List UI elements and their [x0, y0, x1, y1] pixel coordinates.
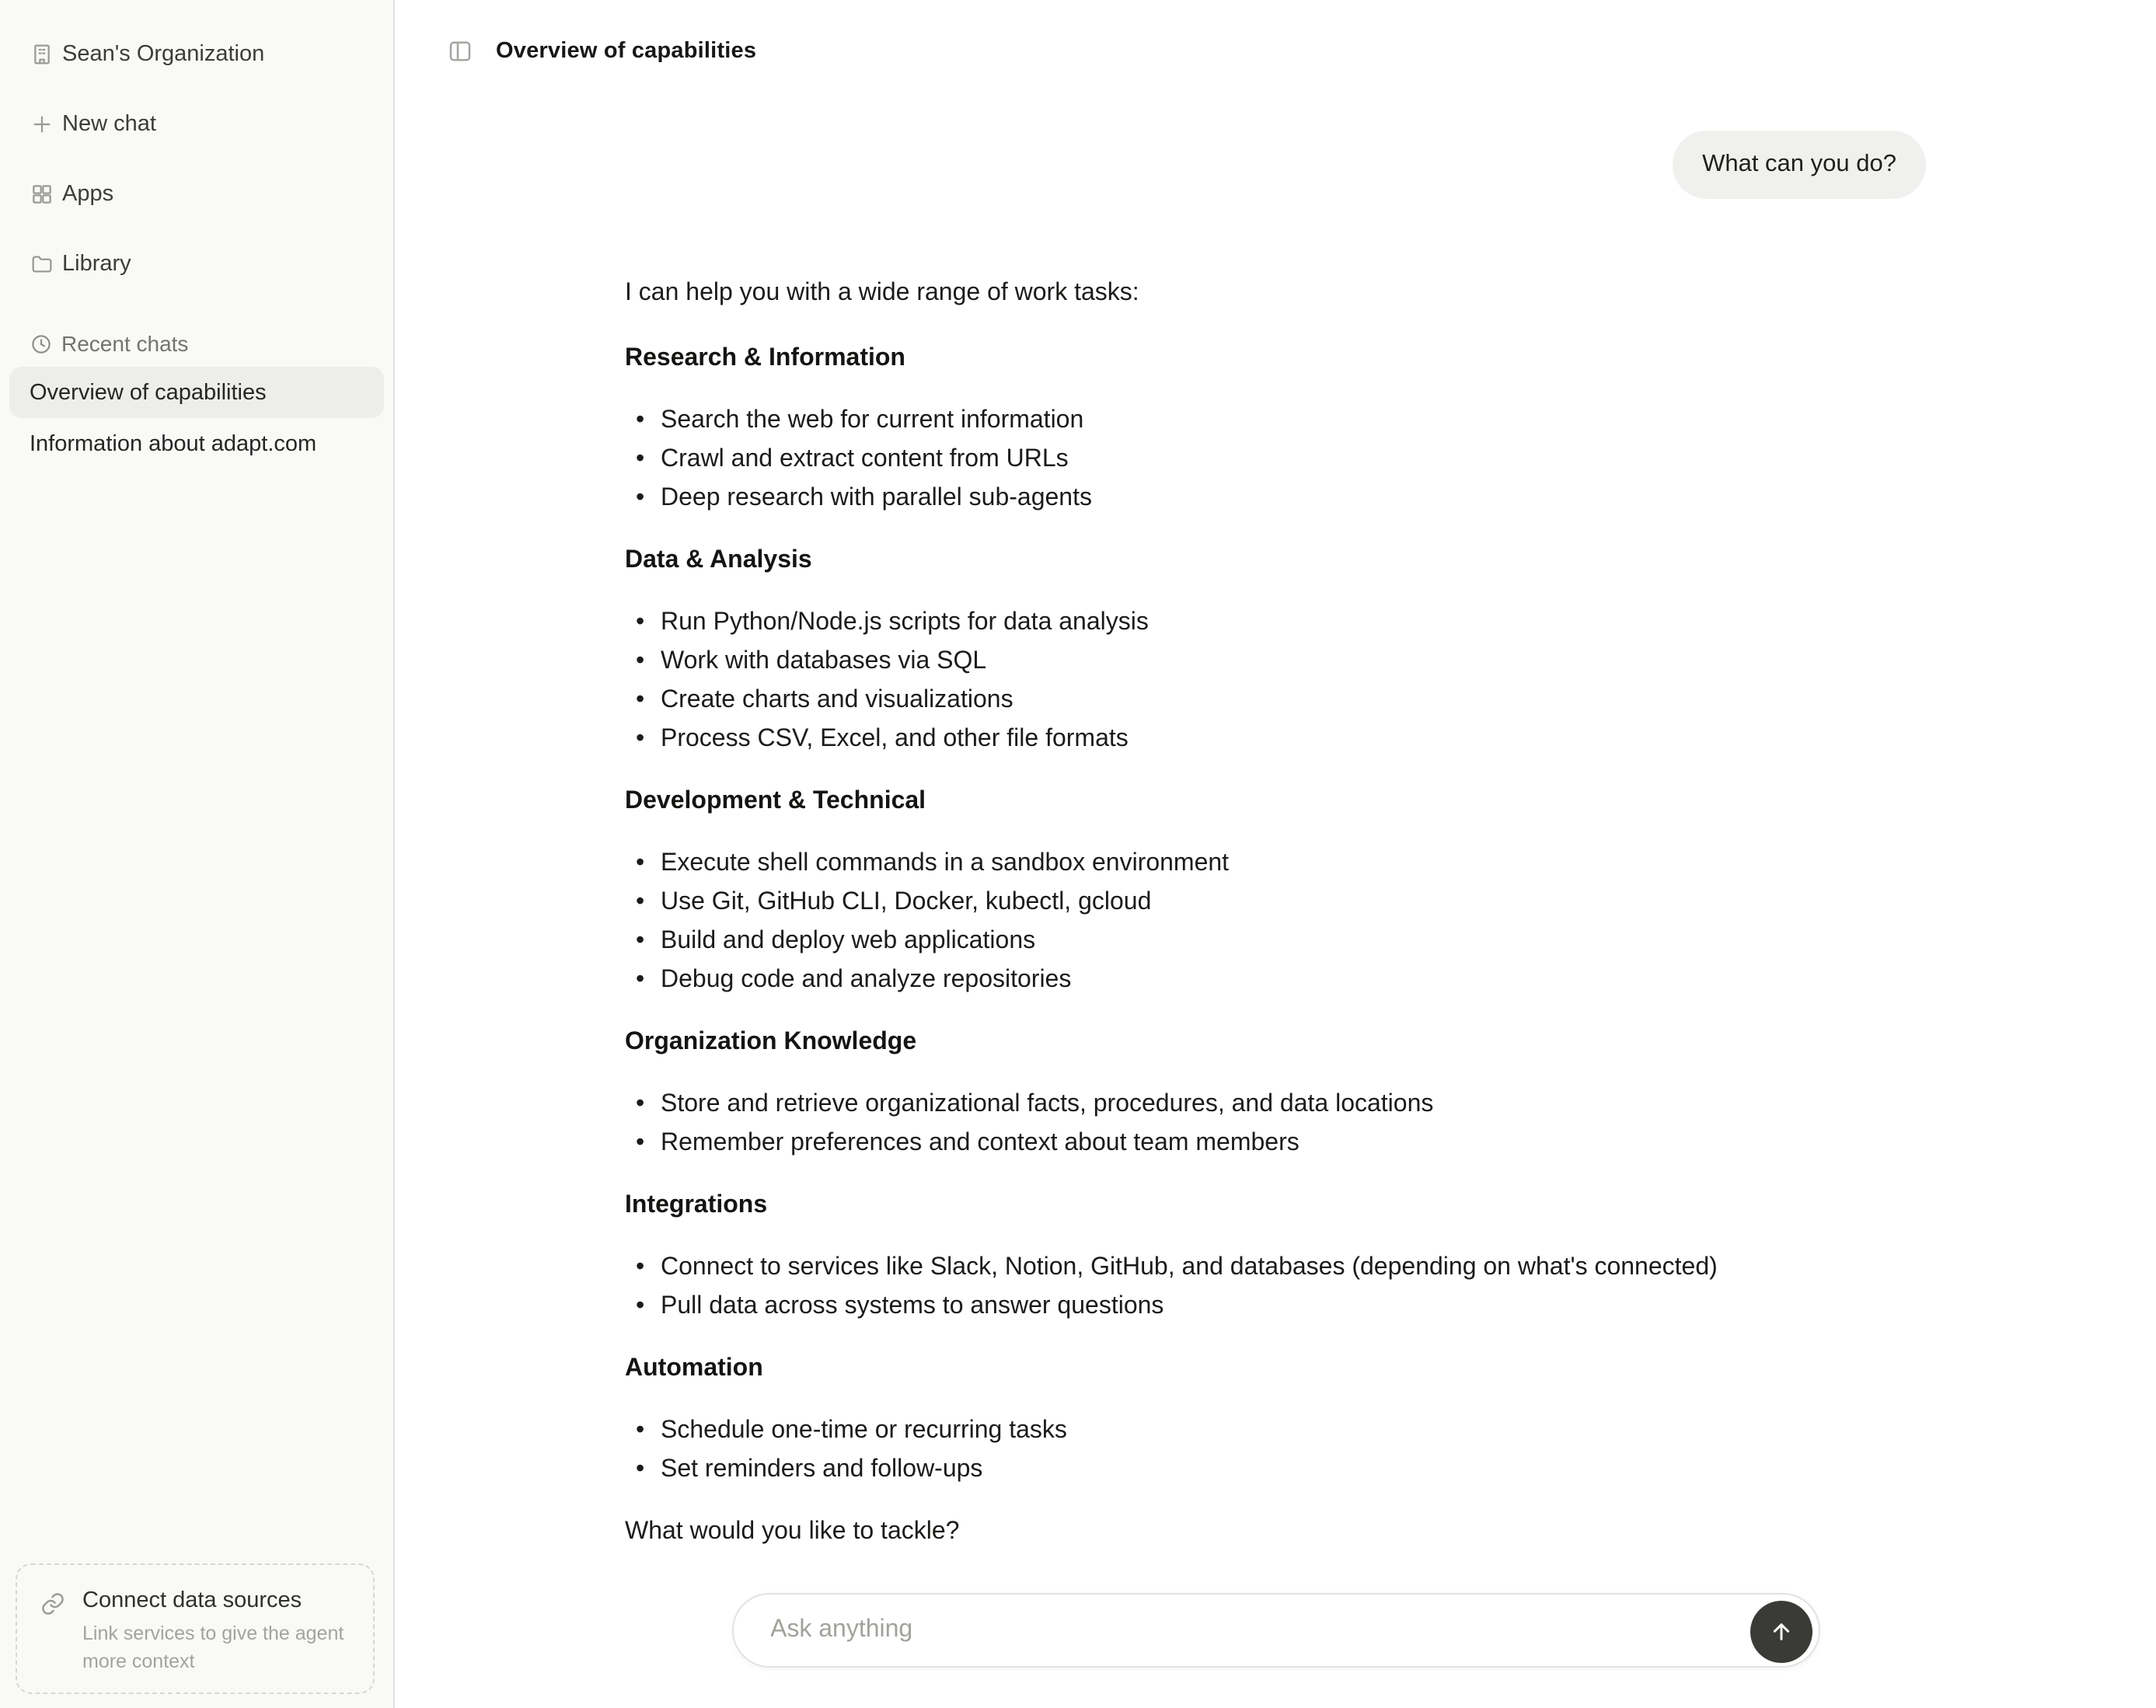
sidebar-item-organization[interactable]	[0, 31, 393, 78]
connect-subtitle: Link services to give the agent more context	[82, 1623, 344, 1671]
section-heading: Automation	[625, 1355, 763, 1382]
send-button[interactable]	[1750, 1601, 1812, 1663]
link-icon	[40, 1591, 65, 1616]
recent-chats-label: Recent chats	[61, 331, 189, 356]
connect-data-sources-card[interactable]	[16, 1563, 375, 1694]
section-bullet-list	[625, 401, 1926, 518]
sidebar-item-label: Apps	[62, 182, 114, 207]
chat-transcript	[625, 103, 1926, 1553]
recent-chat-overview-of-capabilities[interactable]	[9, 367, 384, 418]
bullet-item: • Schedule one-time or recurring tasks	[625, 1411, 1926, 1450]
bullet-item: • Execute shell commands in a sandbox environment	[625, 844, 1926, 883]
chat-header	[395, 0, 2156, 103]
message-composer	[731, 1593, 1819, 1668]
sidebar-toggle-button[interactable]	[446, 37, 474, 65]
building-icon	[30, 42, 54, 67]
arrow-up-icon	[1768, 1619, 1793, 1644]
section-bullet-list	[625, 844, 1926, 999]
sidebar-item-new-chat[interactable]	[0, 101, 393, 148]
plus-icon	[30, 112, 54, 137]
section-heading: Organization Knowledge	[625, 1029, 917, 1055]
bullet-item: • Use Git, GitHub CLI, Docker, kubectl, gcloud	[625, 883, 1926, 922]
panel-left-icon	[446, 37, 474, 65]
assistant-message	[625, 274, 1926, 1553]
sidebar-item-library[interactable]	[0, 241, 393, 288]
section-heading: Data & Analysis	[625, 547, 812, 573]
connect-title: Connect data sources	[82, 1588, 302, 1613]
section-heading: Research & Information	[625, 345, 905, 371]
bullet-item: • Store and retrieve organizational facts, procedures, and data locations	[625, 1085, 1926, 1124]
section-heading: Integrations	[625, 1192, 768, 1218]
sidebar-item-apps[interactable]	[0, 171, 393, 218]
bullet-item: • Debug code and analyze repositories	[625, 960, 1926, 999]
sidebar-item-label: Sean's Organization	[62, 42, 265, 67]
recent-chat-label: Overview of capabilities	[30, 380, 267, 405]
main-area	[395, 0, 2156, 1708]
bullet-item: • Process CSV, Excel, and other file formats	[625, 720, 1926, 758]
bullet-item: • Create charts and visualizations	[625, 681, 1926, 720]
section-bullet-list	[625, 1411, 1926, 1489]
sidebar-item-label: New chat	[62, 112, 156, 137]
section-bullet-list	[625, 1085, 1926, 1162]
assistant-outro: What would you like to tackle?	[625, 1518, 960, 1545]
page-title: Overview of capabilities	[496, 39, 757, 64]
bullet-item: • Work with databases via SQL	[625, 642, 1926, 681]
bullet-item: • Deep research with parallel sub-agents	[625, 479, 1926, 518]
section-bullet-list	[625, 603, 1926, 758]
sidebar-item-label: Library	[62, 252, 131, 277]
bullet-item: • Connect to services like Slack, Notion, GitHub, and databases (depending on what's connected)	[625, 1248, 1926, 1287]
bullet-item: • Build and deploy web applications	[625, 922, 1926, 960]
grid-icon	[30, 182, 54, 207]
section-bullet-list	[625, 1248, 1926, 1326]
message-input[interactable]	[770, 1595, 1703, 1666]
bullet-item: • Run Python/Node.js scripts for data analysis	[625, 603, 1926, 642]
folder-icon	[30, 252, 54, 277]
bullet-item: • Set reminders and follow-ups	[625, 1450, 1926, 1489]
recent-chat-label: Information about adapt.com	[30, 431, 317, 456]
section-heading: Development & Technical	[625, 788, 926, 814]
bullet-item: • Remember preferences and context about team members	[625, 1124, 1926, 1162]
user-message-bubble: What can you do?	[1673, 131, 1926, 199]
assistant-intro: I can help you with a wide range of work tasks:	[625, 280, 1139, 306]
assistant-sections	[625, 339, 1926, 1489]
bullet-item: • Pull data across systems to answer questions	[625, 1287, 1926, 1326]
sidebar	[0, 0, 395, 1708]
clock-icon	[30, 332, 53, 355]
bullet-item: • Crawl and extract content from URLs	[625, 440, 1926, 479]
bullet-item: • Search the web for current information	[625, 401, 1926, 440]
recent-chats-header	[0, 328, 393, 359]
recent-chat-information-about-adapt[interactable]	[9, 418, 384, 469]
